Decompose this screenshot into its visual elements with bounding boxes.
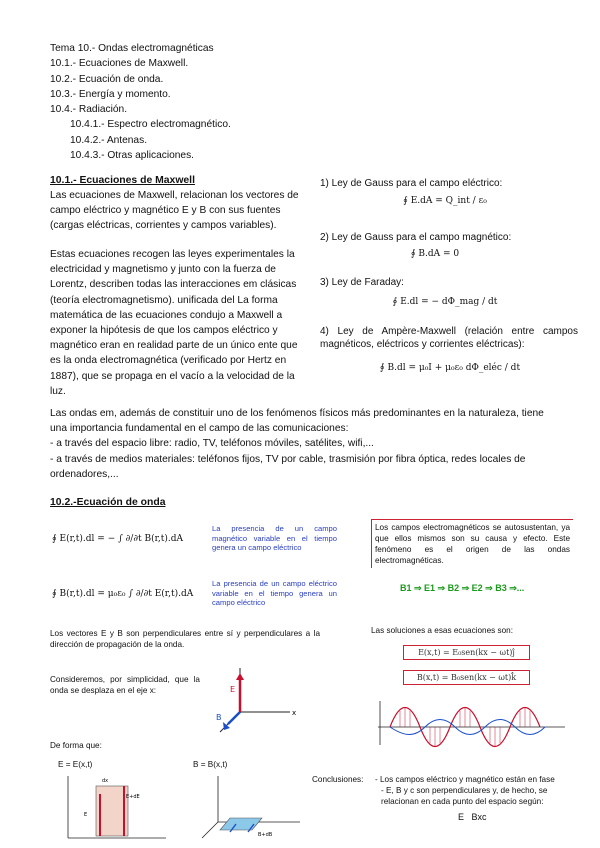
table-of-contents <box>50 41 231 163</box>
equation-gauss-electric: ∮ E.dA = Q_int / ε₀ <box>403 196 487 206</box>
field-chain: B1 ⇒ E1 ⇒ B2 ⇒ E2 ⇒ B3 ⇒... <box>400 583 525 593</box>
b-surface-plane <box>220 818 262 830</box>
law-ampere-maxwell: 4) Ley de Ampère-Maxwell (relación entre campos magnéticos, eléctricos y corrientes eléctricas): <box>320 326 578 350</box>
toc-item: 10.4.- Radiación. <box>50 104 128 116</box>
solutions-label: Las soluciones a esas ecuaciones son: <box>371 626 514 635</box>
conclusion-in-phase: - Los campos eléctrico y magnético están en fase <box>375 775 555 784</box>
law-gauss-magnetic: 2) Ley de Gauss para el campo magnético: <box>320 232 512 243</box>
equation-gauss-magnetic: ∮ B.dA = 0 <box>410 249 460 259</box>
comm-intro: Las ondas em, además de constituir uno de los fenómenos físicos más predominantes en la naturaleza, tiene una importancia fundamental en el campo de las comunicaciones: <box>50 408 544 435</box>
svg-text:E: E <box>84 812 88 818</box>
solution-e-field: E(x,t) = E₀sen(kx − ωt)ĵ <box>403 645 530 660</box>
equation-faraday: ∮ E.dl = − dΦ_mag / dt <box>392 297 498 307</box>
maxwell-history-paragraph: Estas ecuaciones recogen las leyes experimentales la electricidad y magnetismo y junto con la fuerza de Lorentz, describen todas las interacciones em clásicas (teoría electromagnetismo). unificada del La forma matemática de las ecuaciones condujo a Maxwell a exponer la hipótesis de que los campos eléctrico y magnético eran en realidad parte de un único ente que es la onda electromagnética (verificado por Hertz en 1887), que se propaga en el vacío a la velocidad de la luz. <box>50 249 298 397</box>
conclusion-perpendicular: - E, B y c son perpendiculares y, de hecho, se relacionan en cada punto del espacio según: <box>381 786 548 806</box>
toc-item: 10.2.- Ecuación de onda. <box>50 73 164 85</box>
de-forma-label: De forma que: <box>50 741 102 750</box>
svg-text:B+dB: B+dB <box>258 832 273 838</box>
section-heading-maxwell: 10.1.- Ecuaciones de Maxwell <box>50 175 195 186</box>
em-wave-illustration <box>370 697 570 752</box>
perpendicular-statement: Los vectores E y B son perpendiculares entre sí y perpendiculares a la dirección de propagación de la onda. <box>50 629 320 649</box>
em-communications-paragraph <box>50 406 555 482</box>
toc-item: 10.4.3.- Otras aplicaciones. <box>70 150 195 162</box>
comm-bullet-free-space: - a través del espacio libre: radio, TV, teléfonos móviles, satélites, wifi,... <box>50 438 374 450</box>
svg-text:E+dE: E+dE <box>126 794 140 800</box>
b-vector <box>228 712 240 724</box>
toc-item: 10.4.1.- Espectro electromagnético. <box>70 119 231 131</box>
equation-faraday-wave: ∮ E(r,t).dl = − ∫ ∂/∂t B(r,t).dA <box>52 534 184 544</box>
b-function-label: B = B(x,t) <box>193 760 228 769</box>
conclusion-equation: E Bxc <box>458 812 487 822</box>
solution-b-field: B(x,t) = B₀sen(kx − ωt)k̂ <box>403 670 530 685</box>
e-label: E <box>230 685 236 694</box>
toc-item: 10.1.- Ecuaciones de Maxwell. <box>50 58 189 70</box>
note-magnetic-variable: La presencia de un campo magnético variable en el tiempo genera un campo eléctrico <box>212 524 337 553</box>
toc-item: Tema 10.- Ondas electromagnéticas <box>50 43 214 54</box>
consider-text: Consideremos, por simplicidad, que la onda se desplaza en el eje x: <box>50 675 200 695</box>
b-surface-diagram <box>196 772 306 842</box>
law-faraday: 3) Ley de Faraday: <box>320 277 404 288</box>
conclusions-label: Conclusiones: <box>312 775 364 784</box>
svg-text:dx: dx <box>102 778 109 784</box>
equation-ampere-wave: ∮ B(r,t).dl = μ₀ε₀ ∫ ∂/∂t E(r,t).dA <box>52 589 194 599</box>
b-label: B <box>216 713 222 722</box>
x-label: x <box>292 709 297 717</box>
e-surface-diagram <box>62 772 172 842</box>
e-arrowhead <box>236 673 244 680</box>
maxwell-intro-paragraph: Las ecuaciones de Maxwell, relacionan los vectores de campo eléctrico y magnético E y B con sus fuentes (cargas eléctricas, corrientes y campos variables). <box>50 190 299 232</box>
e-function-label: E = E(x,t) <box>58 760 93 769</box>
autosustain-text: Los campos electromagnéticos se autosustentan, ya que ellos mismos son su causa y efecto. Este fenómeno es el origen de las ondas electromagnéticas. <box>375 523 570 565</box>
equation-ampere-maxwell: ∮ B.dl = μ₀I + μ₀ε₀ dΦ_eléc / dt <box>379 363 521 373</box>
conclusions-list <box>375 774 575 807</box>
toc-item: 10.3.- Energía y momento. <box>50 88 171 100</box>
law-gauss-electric: 1) Ley de Gauss para el campo eléctrico: <box>320 178 503 189</box>
note-electric-variable: La presencia de un campo eléctrico variable en el tiempo genera un campo eléctrico <box>212 579 337 608</box>
toc-item: 10.4.2.- Antenas. <box>70 134 148 146</box>
comm-bullet-materials: - a través de medios materiales: teléfonos fijos, TV por cable, trasmisión por fibra óptica, redes locales de ordenadores,... <box>50 453 526 480</box>
autosustain-box <box>371 519 573 568</box>
axes-eb-diagram <box>210 664 300 736</box>
section-heading-wave-equation: 10.2.-Ecuación de onda <box>50 497 166 508</box>
